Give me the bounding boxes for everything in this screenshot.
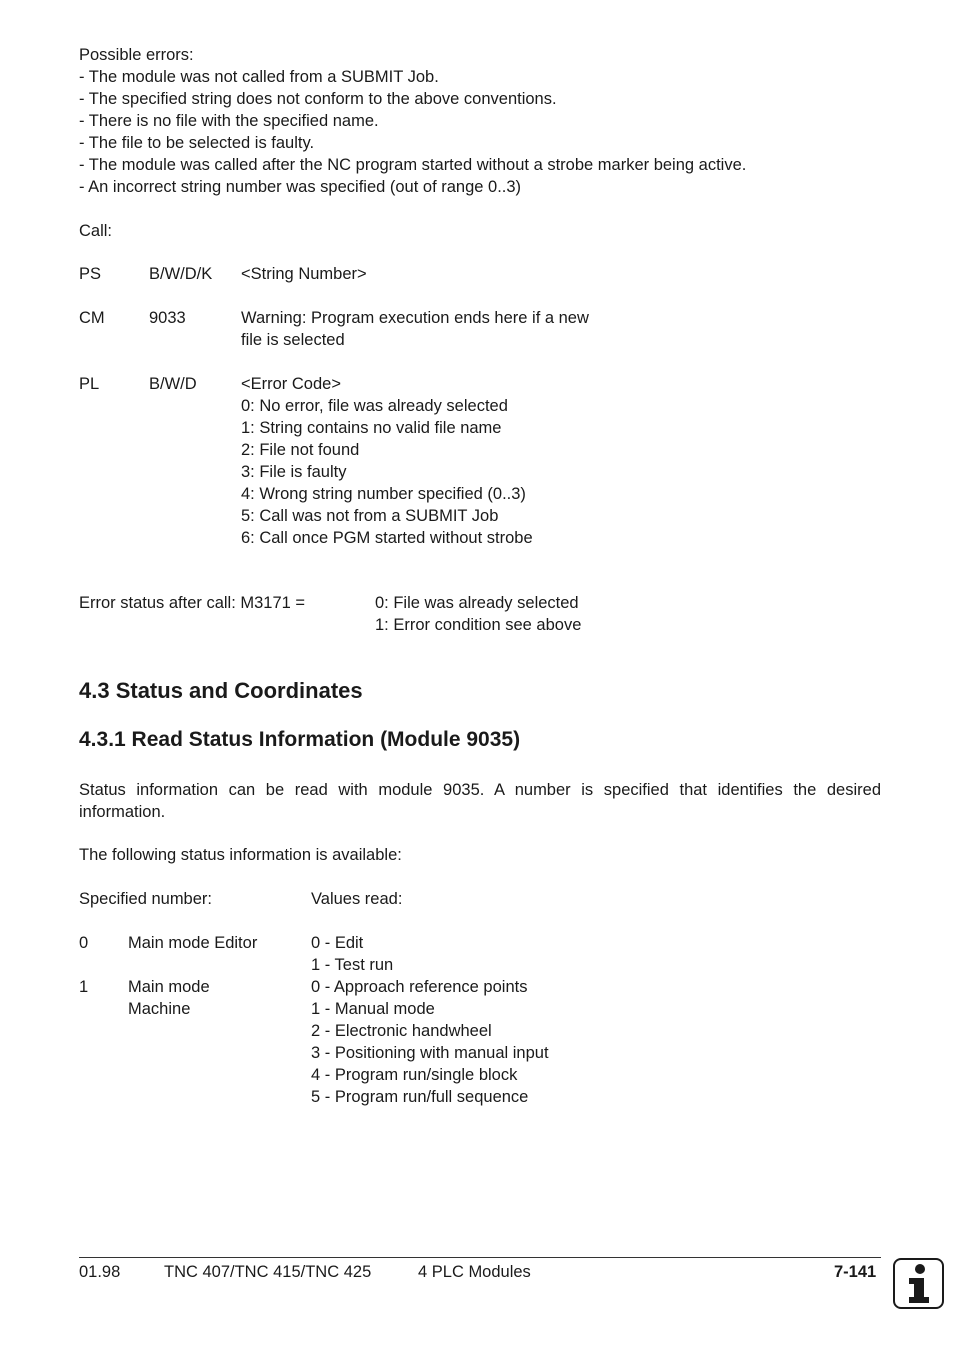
- cm-desc: Warning: Program execution ends here if a new file is selected: [241, 309, 589, 349]
- error-code: 0: No error, file was already selected: [241, 397, 508, 415]
- col2-header: Values read:: [311, 890, 403, 908]
- ps-type: B/W/D/K: [149, 265, 213, 283]
- pl-op: PL: [79, 375, 100, 393]
- info-icon[interactable]: [893, 1258, 944, 1309]
- error-item: - The specified string does not conform to the above conventions.: [79, 90, 557, 108]
- info-icon-glyph: [895, 1260, 942, 1307]
- errors-heading: Possible errors:: [79, 46, 194, 64]
- error-status-values: 0: File was already selected 1: Error condition see above: [375, 594, 582, 634]
- row-name: Main mode Editor: [128, 934, 258, 952]
- ps-desc: <String Number>: [241, 265, 367, 283]
- row-number: 1: [79, 978, 89, 996]
- error-code: 1: String contains no valid file name: [241, 419, 502, 437]
- row-values: 0 - Edit 1 - Test run: [311, 934, 394, 974]
- row-name: Main mode Machine: [128, 978, 210, 1018]
- pl-type: B/W/D: [149, 375, 197, 393]
- error-item: - The module was not called from a SUBMIT Job.: [79, 68, 439, 86]
- row-number: 0: [79, 934, 89, 952]
- footer-rule: [79, 1257, 881, 1258]
- error-item: - The file to be selected is faulty.: [79, 134, 315, 152]
- footer-model: TNC 407/TNC 415/TNC 425: [164, 1263, 372, 1281]
- cm-type: 9033: [149, 309, 186, 327]
- available-text: The following status information is available:: [79, 846, 402, 864]
- error-code: 4: Wrong string number specified (0..3): [241, 485, 526, 503]
- intro-paragraph: Status information can be read with module 9035. A number is specified that identifies the desired information.: [79, 781, 881, 821]
- error-status-label: Error status after call: M3171 =: [79, 594, 306, 612]
- cm-op: CM: [79, 309, 105, 327]
- call-label: Call:: [79, 222, 113, 240]
- error-item: - An incorrect string number was specified (out of range 0..3): [79, 178, 522, 196]
- error-item: - The module was called after the NC program started without a strobe marker being active.: [79, 156, 747, 174]
- footer-date: 01.98: [79, 1263, 121, 1281]
- pl-desc: <Error Code> 0: No error, file was already selected 1: String contains no valid file name 2: File not found 3: File is faulty 4: Wrong string number specified (0..3) 5: Call was not from a SUBMIT Job 6: Call once PGM started without strobe: [241, 375, 533, 547]
- section-title: 4.3 Status and Coordinates: [79, 678, 363, 703]
- ps-op: PS: [79, 265, 102, 283]
- page-number: 7-141: [834, 1263, 877, 1281]
- subsection-title: 4.3.1 Read Status Information (Module 9035): [79, 728, 521, 751]
- footer-chapter: 4 PLC Modules: [418, 1263, 531, 1281]
- error-code: 5: Call was not from a SUBMIT Job: [241, 507, 499, 525]
- error-code: 6: Call once PGM started without strobe: [241, 529, 533, 547]
- error-code: 3: File is faulty: [241, 463, 347, 481]
- row-values: 0 - Approach reference points 1 - Manual mode 2 - Electronic handwheel 3 - Positioning with manual input 4 - Program run/single block 5 - Program run/full sequence: [311, 978, 549, 1106]
- col1-header: Specified number:: [79, 890, 212, 908]
- possible-errors: [79, 44, 746, 198]
- error-code: 2: File not found: [241, 441, 360, 459]
- error-item: - There is no file with the specified name.: [79, 112, 379, 130]
